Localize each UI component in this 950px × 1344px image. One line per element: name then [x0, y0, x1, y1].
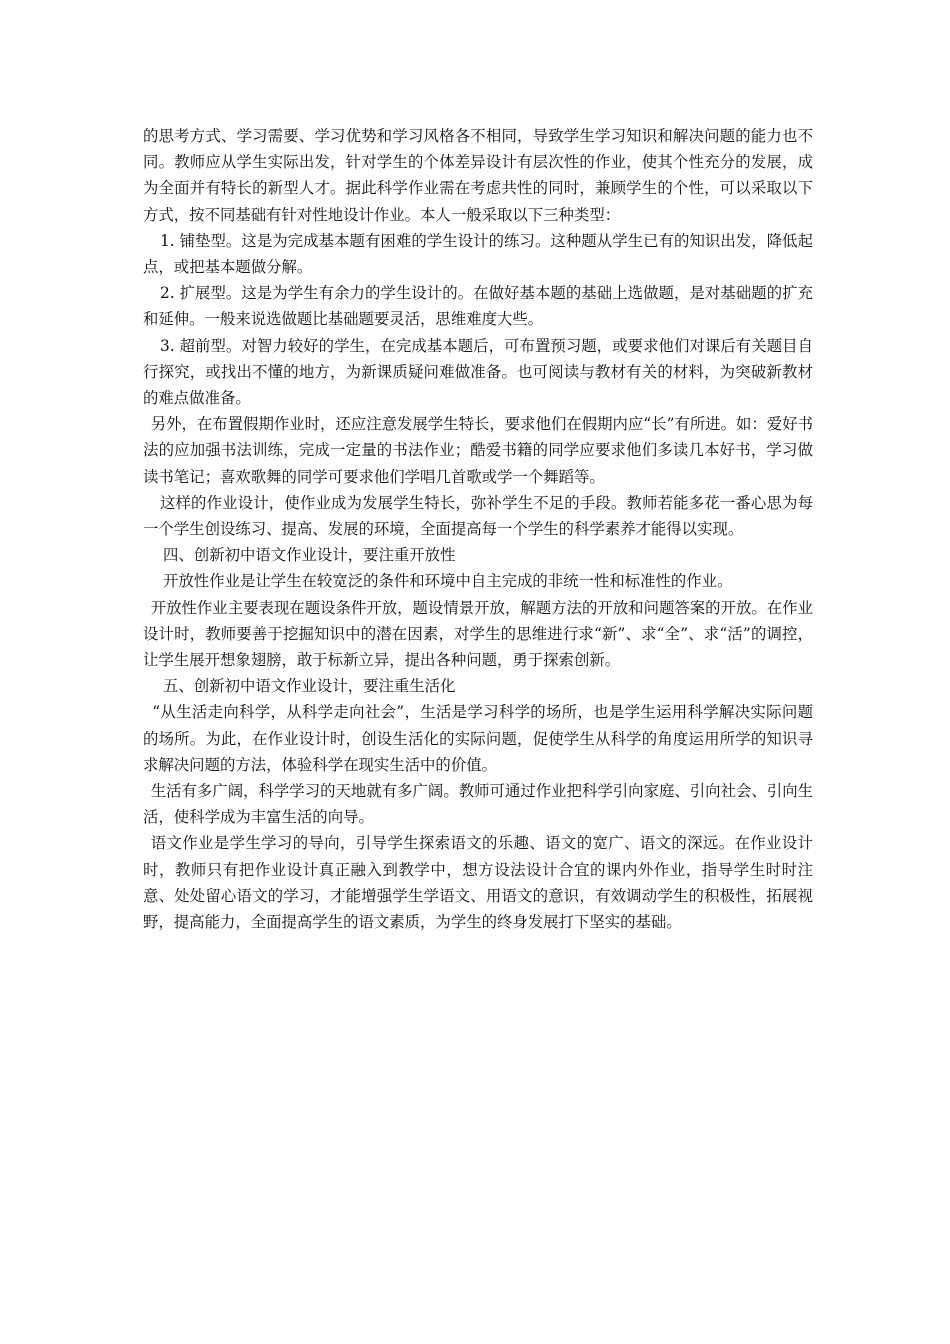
paragraph-10: 生活有多广阔，科学学习的天地就有多广阔。教师可通过作业把科学引向家庭、引向社会、引向生活，使科学成为丰富生活的向导。: [143, 782, 813, 827]
paragraph-6: 这样的作业设计，使作业成为发展学生特长，弥补学生不足的手段。教师若能多花一番心思为每一个学生创设练习、提高、发展的环境，全面提高每一个学生的科学素养才能得以实现。: [143, 493, 813, 539]
paragraph-7: 开放性作业是让学生在较宽泛的条件和环境中自主完成的非统一性和标准性的作业。: [163, 572, 733, 591]
paragraph-3: 2. 扩展型。这是为学生有余力的学生设计的。在做好基本题的基础上选做题，是对基础题的扩充和延伸。一般来说选做题比基础题要灵活，思维难度大些。: [143, 284, 813, 329]
paragraph-11: 语文作业是学生学习的导向，引导学生探索语文的乐趣、语文的宽广、语文的深远。在作业设计时，教师只有把作业设计真正融入到教学中，想方设法设计合宜的课内外作业，指导学生时时注意、处处留心语文的学习，才能增强学生学语文、用语文的意识，有效调动学生的积极性，拓展视野，提高能力，全面提高学生的语文素质，为学生的终身发展打下坚实的基础。: [143, 834, 813, 932]
paragraph-8: 开放性作业主要表现在题设条件开放，题设情景开放，解题方法的开放和问题答案的开放。在作业设计时，教师要善于挖掘知识中的潜在因素，对学生的思维进行求“新”、求“全”、求“活”的调控，让学生展开想象翅膀，敢于标新立异，提出各种问题，勇于探索创新。: [143, 598, 813, 670]
document-page: [143, 123, 813, 935]
paragraph-2: 1. 铺垫型。这是为完成基本题有困难的学生设计的练习。这种题从学生已有的知识出发，降低起点，或把基本题做分解。: [143, 231, 813, 277]
paragraph-9: “从生活走向科学，从科学走向社会”，生活是学习科学的场所，也是学生运用科学解决实际问题的场所。为此，在作业设计时，创设生活化的实际问题，促使学生从科学的角度运用所学的知识寻求解决问题的方法，体验科学在现实生活中的价值。: [143, 703, 813, 774]
section-heading-4: 四、创新初中语文作业设计，要注重开放性: [163, 546, 456, 565]
section-heading-5: 五、创新初中语文作业设计，要注重生活化: [163, 677, 456, 696]
paragraph-4: 3. 超前型。对智力较好的学生，在完成基本题后，可布置预习题，或要求他们对课后有关题目自行探究，或找出不懂的地方，为新课质疑问难做准备。也可阅读与教材有关的材料，为突破新教材的难点做准备。: [143, 336, 813, 408]
paragraph-5: 另外，在布置假期作业时，还应注意发展学生特长，要求他们在假期内应“长”有所进。如：爱好书法的应加强书法训练，完成一定量的书法作业；酷爱书籍的同学应要求他们多读几本好书，学习做读书笔记；喜欢歌舞的同学可要求他们学唱几首歌或学一个舞蹈等。: [143, 415, 813, 486]
paragraph-1: 的思考方式、学习需要、学习优势和学习风格各不相同，导致学生学习知识和解决问题的能力也不同。教师应从学生实际出发，针对学生的个体差异设计有层次性的作业，使其个性充分的发展，成为全面并有特长的新型人才。据此科学作业需在考虑共性的同时，兼顾学生的个性，可以采取以下方式，按不同基础有针对性地设计作业。本人一般采取以下三种类型：: [143, 127, 813, 224]
